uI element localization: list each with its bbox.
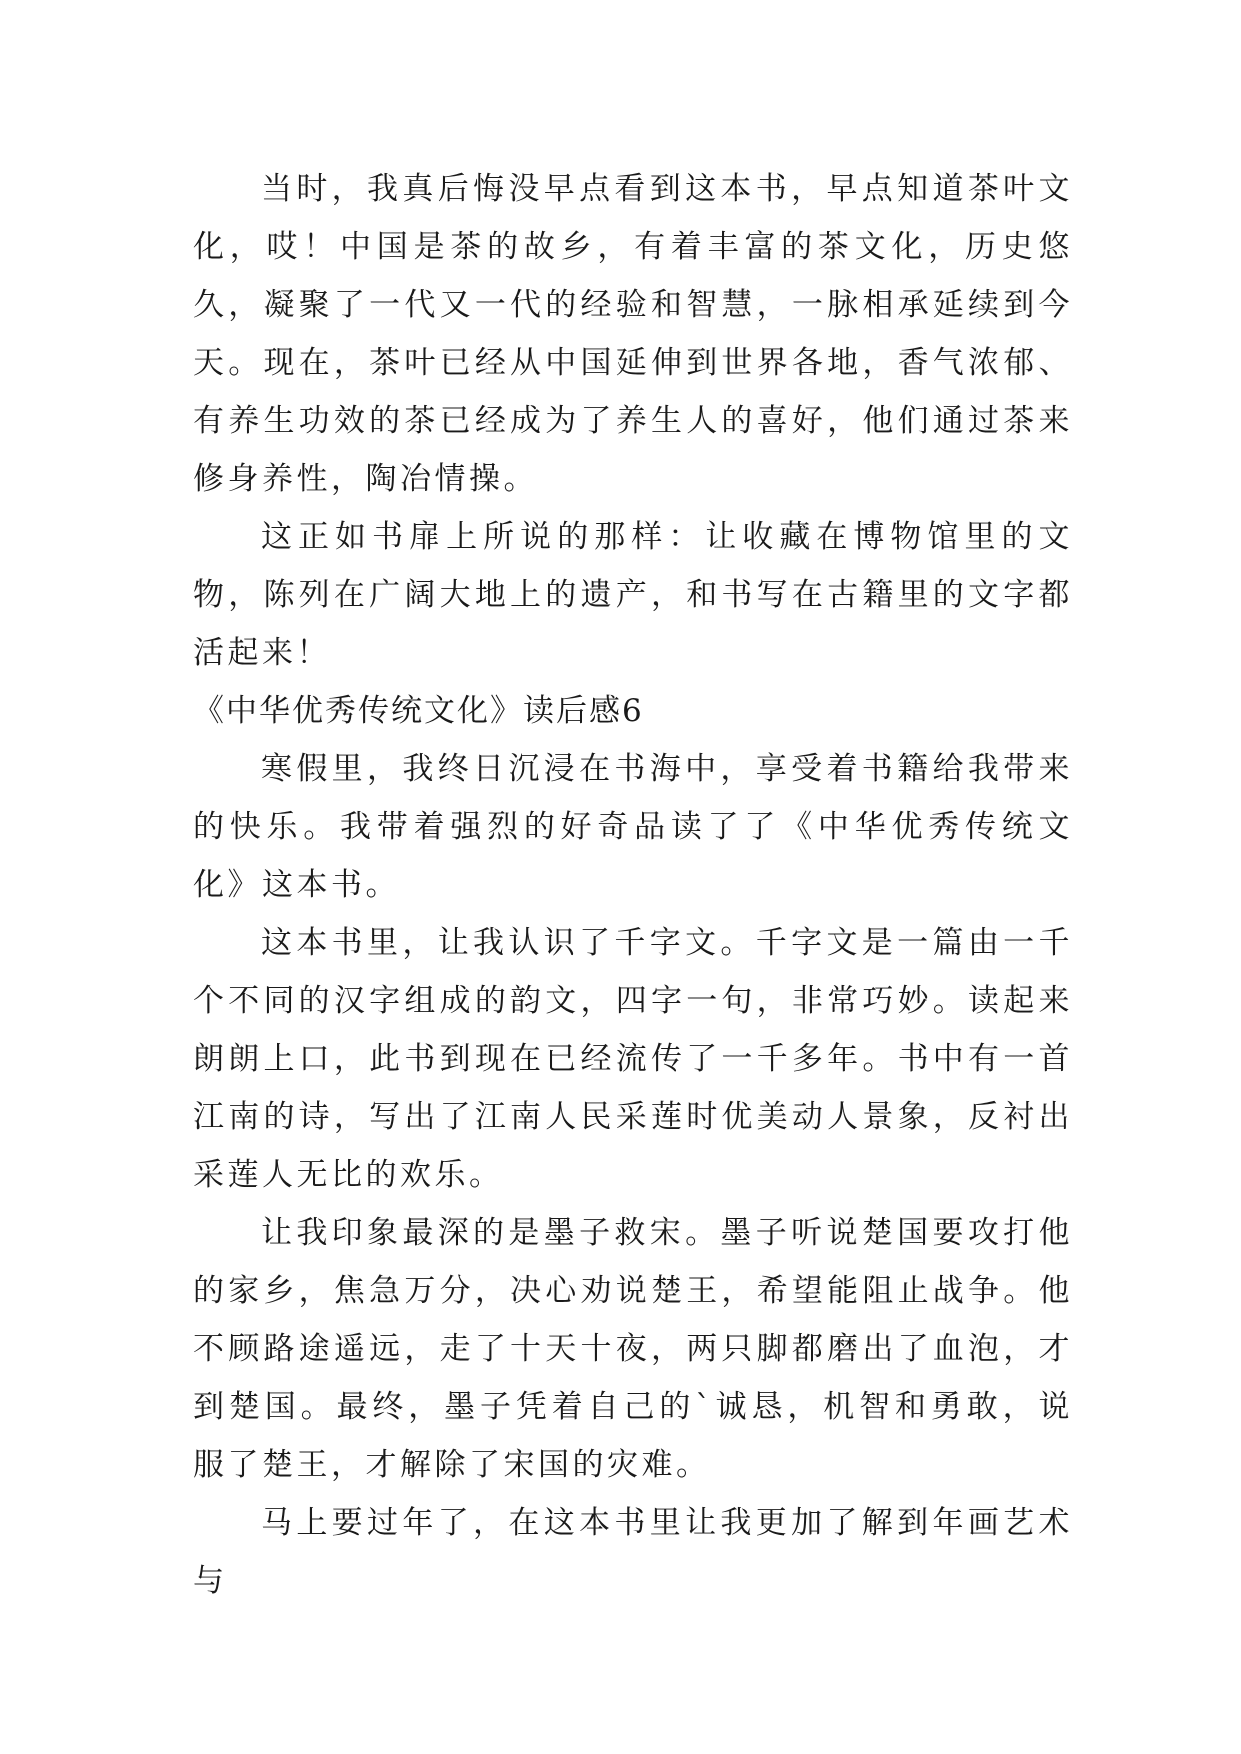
paragraph-mozi-saves-song: 让我印象最深的是墨子救宋。墨子听说楚国要攻打他的家乡，焦急万分，决心劝说楚王，希望能阻止战争。他不顾路途遥远，走了十天十夜，两只脚都磨出了血泡，才到楚国。最终，墨子凭着自己的`诚恳，机智和勇敢，说服了楚王，才解除了宋国的灾难。 <box>193 1215 1073 1483</box>
paragraph-winter-reading: 寒假里，我终日沉浸在书海中，享受着书籍给我带来的快乐。我带着强烈的好奇品读了了《中华优秀传统文化》这本书。 <box>193 751 1073 903</box>
paragraph-tea-culture: 当时，我真后悔没早点看到这本书，早点知道茶叶文化，哎！中国是茶的故乡，有着丰富的茶文化，历史悠久，凝聚了一代又一代的经验和智慧，一脉相承延续到今天。现在，茶叶已经从中国延伸到世界各地，香气浓郁、有养生功效的茶已经成为了养生人的喜好，他们通过茶来修身养性，陶冶情操。 <box>193 171 1073 497</box>
paragraph-book-cover-quote: 这正如书扉上所说的那样：让收藏在博物馆里的文物，陈列在广阔大地上的遗产，和书写在古籍里的文字都活起来！ <box>193 519 1073 671</box>
paragraph-new-year-paintings: 马上要过年了，在这本书里让我更加了解到年画艺术与 <box>193 1505 1073 1599</box>
document-body <box>193 160 1073 1610</box>
paragraph-thousand-character-classic: 这本书里，让我认识了千字文。千字文是一篇由一千个不同的汉字组成的韵文，四字一句，非常巧妙。读起来朗朗上口，此书到现在已经流传了一千多年。书中有一首江南的诗，写出了江南人民采莲时优美动人景象，反衬出采莲人无比的欢乐。 <box>193 925 1073 1193</box>
section-heading: 《中华优秀传统文化》读后感6 <box>193 693 644 729</box>
